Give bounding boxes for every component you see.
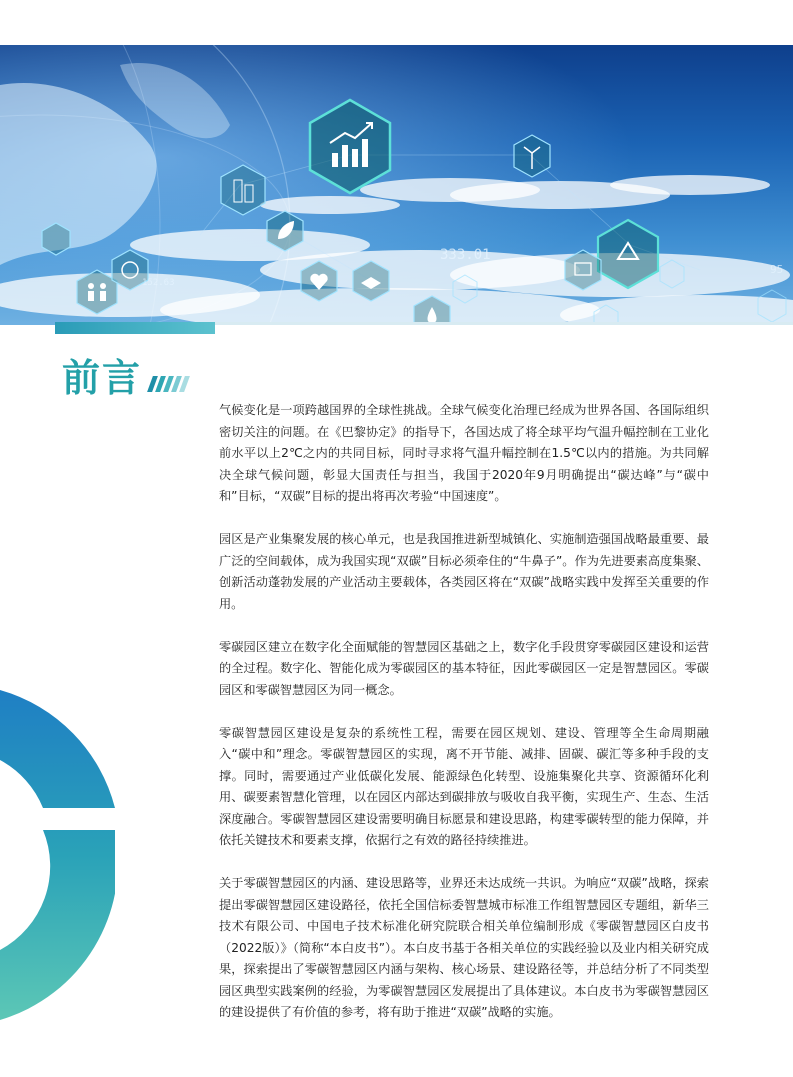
paragraph: 园区是产业集聚发展的核心单元，也是我国推进新型城镇化、实施制造强国战略最重要、最广泛的空间载体，成为我国实现“双碳”目标必须牵住的“牛鼻子”。作为先进要素高度集聚、创新活动蓬勃发展的产业活动主要载体，各类园区将在“双碳”战略实践中发挥至关重要的作用。 [219,532,709,611]
decorative-arc [0,690,115,1020]
paragraph: 零碳园区建立在数字化全面赋能的智慧园区基础之上，数字化手段贯穿零碳园区建设和运营的全过程。数字化、智能化成为零碳园区的基本特征，因此零碳园区一定是智慧园区。零碳园区和零碳智慧园区为同一概念。 [219,639,709,697]
page-title: 前言 [62,356,143,400]
title-decoration [150,376,190,392]
paragraph: 气候变化是一项跨越国界的全球性挑战。全球气候变化治理已经成为世界各国、各国际组织密切关注的问题。在《巴黎协定》的指导下，各国达成了将全球平均气温升幅控制在工业化前水平以上2℃之内的共同目标，同时寻求将气温升幅控制在1.5℃以内的措施。为共同解决全球气候问题，彰显大国责任与担当，我国于2020年9月明确提出“碳达峰”与“碳中和”目标，“双碳”目标的提出将再次考验“中国速度”。 [219,403,709,503]
hero-illustration [0,45,793,325]
hero-banner [0,45,793,325]
readout-b: 152.63 [142,278,175,288]
accent-strip [55,322,215,334]
accent-line [215,322,793,325]
readout-a: 333.01 [440,247,491,263]
paragraph: 零碳智慧园区建设是复杂的系统性工程，需要在园区规划、建设、管理等全生命周期融入“碳中和”理念。零碳智慧园区的实现，离不开节能、减排、固碳、碳汇等多种手段的支撑。同时，需要通过产业低碳化发展、能源绿色化转型、设施集聚化共享、资源循环化利用、碳要素智慧化管理，以在园区内部达到碳排放与吸收自我平衡，实现生产、生态、生活深度融合。零碳智慧园区建设需要明确目标愿景和建设思路，构建零碳转型的能力保障，并依托关键技术和要素支撑，依据行之有效的路径持续推进。 [219,725,709,847]
heading-block [62,352,190,400]
preface-body [219,400,709,1045]
readout-c: 95 [770,263,784,276]
paragraph: 关于零碳智慧园区的内涵、建设思路等，业界还未达成统一共识。为响应“双碳”战略，探索提出零碳智慧园区建设路径，依托全国信标委智慧城市标准工作组智慧园区专题组，新华三技术有限公司、中国电子技术标准化研究院联合相关单位编制形成《零碳智慧园区白皮书（2022版）》（简称“本白皮书”）。本白皮书基于各相关单位的实践经验以及业内相关研究成果，探索提出了零碳智慧园区内涵与架构、核心场景、建设路径等，并总结分析了不同类型园区典型实践案例的经验，为零碳智慧园区发展提出了具体建议。本白皮书为零碳智慧园区的建设提供了有价值的参考，将有助于推进“双碳”战略的实施。 [219,876,709,1019]
